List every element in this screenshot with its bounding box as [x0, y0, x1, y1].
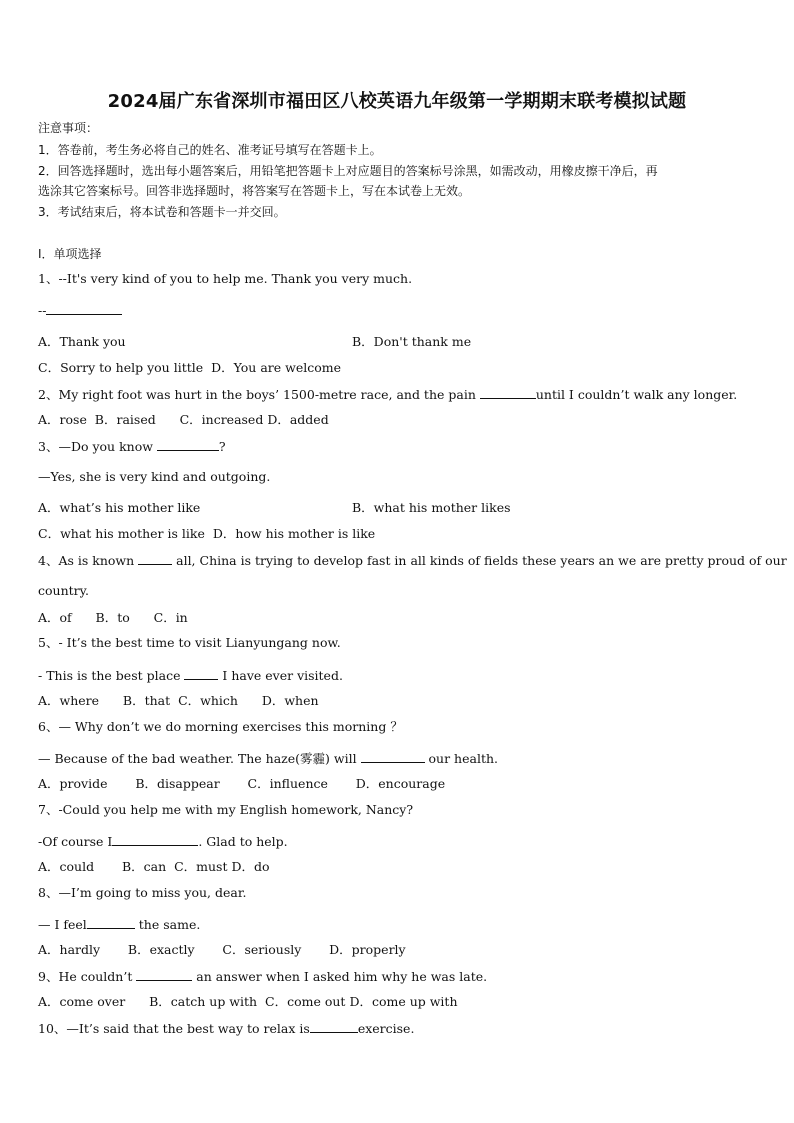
question-1-options-row2 [38, 360, 341, 376]
stem-part: 10、—It’s said that the best way to relax is [38, 1021, 310, 1036]
question-6-reply [38, 750, 498, 767]
question-5-reply [38, 667, 343, 684]
question-5-stem: 5、- It’s the best time to visit Lianyungang now. [38, 635, 341, 650]
option-a: A．could [38, 859, 95, 874]
stem-part: 3、—Do you know [38, 439, 157, 454]
question-3-reply: —Yes, she is very kind and outgoing. [38, 469, 271, 484]
question-9-stem [38, 968, 487, 985]
option-c: C．influence [247, 776, 328, 791]
answer-blank [361, 750, 425, 763]
option-a: A．come over [38, 994, 126, 1009]
option-c: C．must [174, 859, 228, 874]
question-4-options [38, 610, 188, 626]
option-b: B．that [122, 693, 171, 708]
option-a: A．of [38, 610, 72, 625]
notice-heading: 注意事项： [38, 121, 99, 135]
option-a: A．what’s his mother like [38, 500, 201, 515]
option-b: B．disappear [135, 776, 220, 791]
notice-item: 选涂其它答案标号。回答非选择题时，将答案写在答题卡上，写在本试卷上无效。 [38, 184, 471, 198]
question-7-stem: 7、-Could you help me with my English homework, Nancy? [38, 802, 414, 817]
answer-blank [138, 552, 172, 565]
question-1-stem: 1、--It's very kind of you to help me. Thank you very much. [38, 271, 413, 286]
answer-blank [87, 916, 135, 929]
option-b: B．exactly [127, 942, 195, 957]
reply-part: I have ever visited. [218, 668, 343, 683]
option-d: D．when [261, 693, 319, 708]
question-2-stem [38, 386, 737, 403]
option-c: C．Sorry to help you little [38, 360, 204, 375]
question-6-options [38, 776, 445, 792]
question-8-stem: 8、—I’m going to miss you, dear. [38, 885, 247, 900]
reply-part: our health. [424, 751, 499, 766]
notice-item: 1．答卷前，考生务必将自己的姓名、准考证号填写在答题卡上。 [38, 143, 382, 157]
option-d: D．properly [329, 942, 406, 957]
stem-part: all, China is trying to develop fast in all kinds of fields these years an we are pretty proud of our [172, 553, 787, 568]
stem-part: 9、He couldn’t [38, 969, 137, 984]
answer-blank [480, 386, 536, 399]
option-c: C．which [178, 693, 238, 708]
option-d: D．come up with [349, 994, 458, 1009]
question-10-stem [38, 1020, 414, 1037]
option-b: B．what his mother likes [352, 500, 511, 515]
option-c: C．seriously [222, 942, 302, 957]
answer-blank [136, 968, 192, 981]
question-3-options-row1 [38, 500, 758, 516]
answer-blank [184, 667, 218, 680]
question-3-stem [38, 438, 226, 455]
answer-blank [157, 438, 219, 451]
option-a: A．hardly [38, 942, 101, 957]
question-1-options-row1 [38, 334, 758, 350]
option-a: A．rose [38, 412, 87, 427]
reply-part: — Because of the bad weather. The haze(雾霾) will [38, 751, 361, 766]
stem-part: ? [218, 439, 226, 454]
question-7-reply [38, 833, 288, 850]
answer-blank [112, 833, 198, 846]
question-8-reply [38, 916, 200, 933]
option-b: B．to [95, 610, 130, 625]
reply-part: the same. [134, 917, 201, 932]
option-b: B．Don't thank me [352, 334, 472, 349]
question-4-stem [38, 552, 787, 569]
question-6-stem: 6、— Why don’t we do morning exercises this morning ？ [38, 719, 403, 734]
exam-title: 2024届广东省深圳市福田区八校英语九年级第一学期期末联考模拟试题 [107, 91, 687, 112]
question-2-options [38, 412, 329, 428]
option-d: D．encourage [355, 776, 446, 791]
option-d: D．You are welcome [211, 360, 342, 375]
option-a: A．provide [38, 776, 108, 791]
option-b: B．raised [94, 412, 156, 427]
option-a: A．where [38, 693, 100, 708]
reply-part: - This is the best place [38, 668, 185, 683]
reply-part: — I feel [38, 917, 87, 932]
question-7-options [38, 859, 270, 875]
stem-part: 2、My right foot was hurt in the boys’ 1500-metre race, and the pain [38, 387, 480, 402]
option-a: A．Thank you [38, 334, 126, 349]
notice-item: 3．考试结束后，将本试卷和答题卡一并交回。 [38, 205, 286, 219]
option-c: C．in [153, 610, 188, 625]
option-d: D．do [231, 859, 270, 874]
reply-part: . Glad to help. [198, 834, 288, 849]
option-d: D．added [267, 412, 329, 427]
option-c: C．what his mother is like [38, 526, 205, 541]
question-3-options-row2 [38, 526, 375, 542]
stem-part: an answer when I asked him why he was late. [192, 969, 488, 984]
stem-part: until I couldn’t walk any longer. [535, 387, 738, 402]
stem-part: exercise. [357, 1021, 415, 1036]
answer-blank [46, 302, 122, 315]
question-1-reply [38, 302, 122, 319]
question-9-options [38, 994, 458, 1010]
option-b: B．catch up with [149, 994, 258, 1009]
question-5-options [38, 693, 319, 709]
section-heading: Ⅰ．单项选择 [38, 247, 102, 261]
option-b: B．can [121, 859, 167, 874]
option-c: C．come out [265, 994, 346, 1009]
option-d: D．how his mother is like [212, 526, 376, 541]
answer-blank [310, 1020, 358, 1033]
question-8-options [38, 942, 406, 958]
stem-part: 4、As is known [38, 553, 139, 568]
question-4-stem-cont: country. [38, 583, 90, 598]
notice-item: 2．回答选择题时，选出每小题答案后，用铅笔把答题卡上对应题目的答案标号涂黑，如需改动，用橡皮擦干净后，再 [38, 164, 658, 178]
reply-part: -Of course I [38, 834, 113, 849]
reply-prefix: -- [38, 303, 47, 318]
option-c: C．increased [179, 412, 264, 427]
